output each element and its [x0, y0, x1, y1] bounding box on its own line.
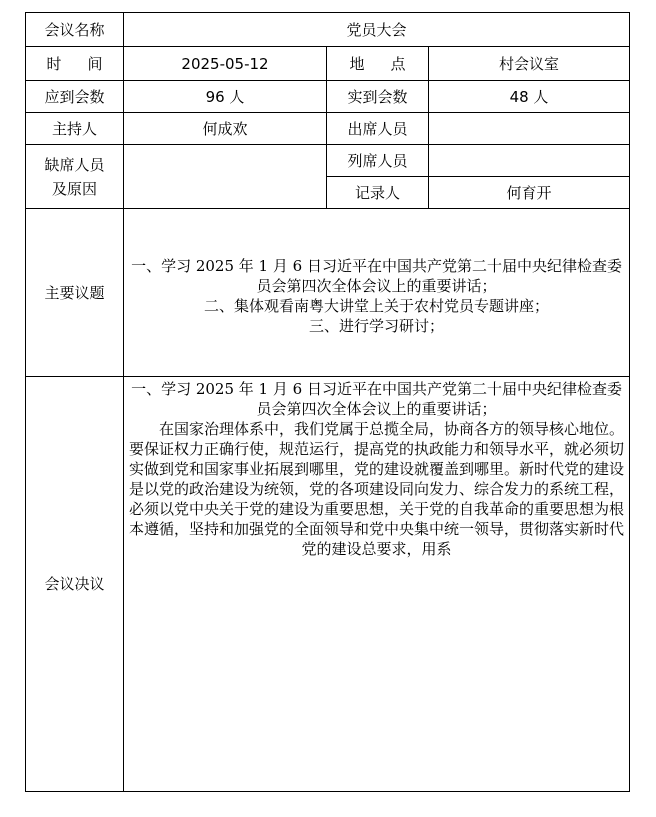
absent-label: 缺席人员 及原因 [26, 145, 124, 209]
place-label: 地 点 [327, 47, 429, 81]
agenda-item: 一、学习 2025 年 1 月 6 日习近平在中国共产党第二十届中央纪律检查委员会第四次全体会议上的重要讲话； [131, 256, 622, 295]
meeting-name-label: 会议名称 [26, 13, 124, 47]
row-resolution [26, 377, 630, 792]
agenda-item: 二、集体观看南粤大讲堂上关于农村党员专题讲座； [204, 296, 550, 315]
host-value: 何成欢 [124, 113, 327, 145]
agenda-content [124, 209, 630, 377]
time-value: 2025-05-12 [124, 47, 327, 81]
actual-count-label: 实到会数 [327, 81, 429, 113]
row-time-place [26, 47, 630, 81]
observers-value [429, 145, 630, 177]
row-meeting-name [26, 13, 630, 47]
attendees-label: 出席人员 [327, 113, 429, 145]
resolution-content [124, 377, 630, 792]
resolution-label: 会议决议 [26, 377, 124, 792]
row-agenda [26, 209, 630, 377]
recorder-label: 记录人 [327, 177, 429, 209]
expected-count-value: 96 人 [124, 81, 327, 113]
row-host [26, 113, 630, 145]
resolution-heading: 一、学习 2025 年 1 月 6 日习近平在中国共产党第二十届中央纪律检查委员会第四次全体会议上的重要讲话； [131, 380, 622, 418]
meeting-record-table [25, 12, 630, 792]
host-label: 主持人 [26, 113, 124, 145]
row-counts [26, 81, 630, 113]
row-absent-observers [26, 145, 630, 177]
observers-label: 列席人员 [327, 145, 429, 177]
place-value: 村会议室 [429, 47, 630, 81]
time-label: 时 间 [26, 47, 124, 81]
recorder-value: 何育开 [429, 177, 630, 209]
agenda-label: 主要议题 [26, 209, 124, 377]
actual-count-value: 48 人 [429, 81, 630, 113]
absent-value [124, 145, 327, 209]
expected-count-label: 应到会数 [26, 81, 124, 113]
resolution-body: 在国家治理体系中，我们党属于总揽全局，协商各方的领导核心地位。要保证权力正确行使，规范运行，提高党的执政能力和领导水平，就必须切实做到党和国家事业拓展到哪里，党的建设就覆盖到哪里。新时代党的建设是以党的政治建设为统领，党的各项建设同向发力、综合发力的系统工程，必须以党中央关于党的建设为重要思想，关于党的自我革命的重要思想为根本遵循，坚持和加强党的全面领导和党中央集中统一领导，贯彻落实新时代党的建设总要求，用系 [129, 420, 625, 558]
attendees-value [429, 113, 630, 145]
meeting-name-value: 党员大会 [124, 13, 630, 47]
agenda-item: 三、进行学习研讨； [309, 316, 445, 335]
